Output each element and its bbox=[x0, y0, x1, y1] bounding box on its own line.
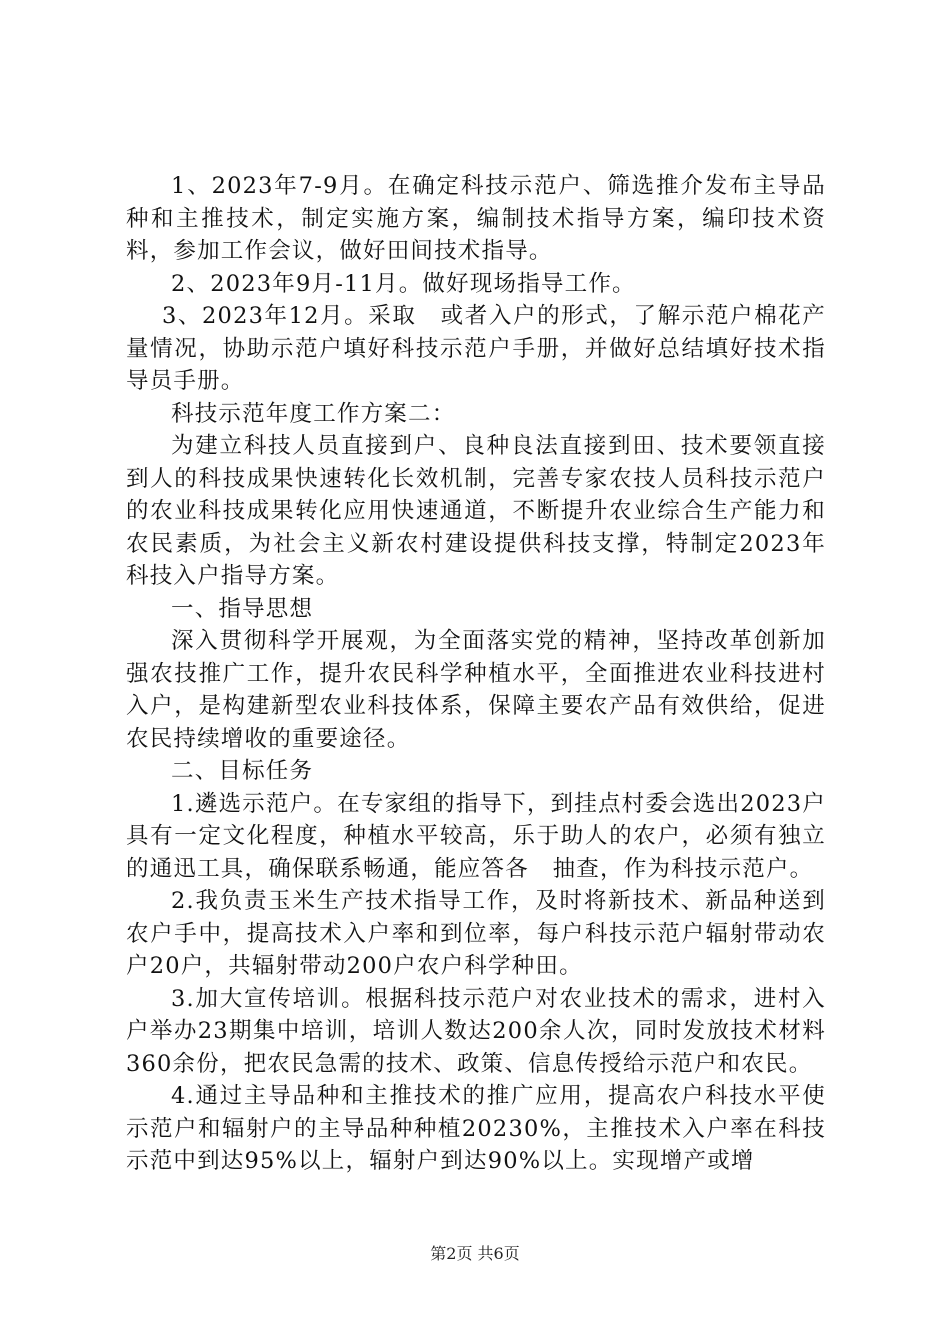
paragraph-schedule-3: 3、2023年12月。采取 或者入户的形式，了解示范户棉花产量情况，协助示范户填好科技示范户手册，并做好总结填好技术指导员手册。 bbox=[126, 303, 826, 394]
section-heading-goals: 二、目标任务 bbox=[171, 758, 314, 784]
paragraph-intro: 为建立科技人员直接到户、良种良法直接到田、技术要领直接到人的科技成果快速转化长效机制，完善专家农技人员科技示范户的农业科技成果转化应用快速通道，不断提升农业综合生产能力和农民素质，为社会主义新农村建设提供科技支撑，特制定2023年科技入户指导方案。 bbox=[126, 433, 826, 589]
paragraph-schedule-1: 1、2023年7-9月。在确定科技示范户、筛选推介发布主导品种和主推技术，制定实施方案，编制技术指导方案，编印技术资料，参加工作会议，做好田间技术指导。 bbox=[126, 173, 826, 264]
paragraph-schedule-2: 2、2023年9月-11月。做好现场指导工作。 bbox=[171, 270, 636, 297]
page-footer: 第2页 共6页 bbox=[430, 1244, 520, 1263]
paragraph-goal-2: 2.我负责玉米生产技术指导工作，及时将新技术、新品种送到农户手中，提高技术入户率和到位率，每户科技示范户辐射带动农户20户，共辐射带动200户农户科学种田。 bbox=[126, 888, 826, 979]
paragraph-goal-4: 4.通过主导品种和主推技术的推广应用，提高农户科技水平使示范户和辐射户的主导品种种植20230%，主推技术入户率在科技示范中到达95%以上，辐射户到达90%以上。实现增产或增 bbox=[126, 1083, 826, 1174]
section-heading-plan-two: 科技示范年度工作方案二： bbox=[171, 400, 456, 427]
paragraph-goal-1: 1.遴选示范户。在专家组的指导下，到挂点村委会选出2023户具有一定文化程度，种植水平较高，乐于助人的农户，必须有独立的通迅工具，确保联系畅通，能应答各 抽查，作为科技示范户。 bbox=[126, 790, 826, 882]
document-body bbox=[126, 170, 826, 1178]
paragraph-guiding-thought: 深入贯彻科学开展观，为全面落实党的精神，坚持改革创新加强农技推广工作，提升农民科学种植水平，全面推进农业科技进村入户，是构建新型农业科技体系，保障主要农产品有效供给，促进农民持续增收的重要途径。 bbox=[126, 628, 826, 752]
paragraph-goal-3: 3.加大宣传培训。根据科技示范户对农业技术的需求，进村入户举办23期集中培训，培训人数达200余人次，同时发放技术材料360余份，把农民急需的技术、政策、信息传授给示范户和农民。 bbox=[126, 985, 826, 1077]
section-heading-guiding-thought: 一、指导思想 bbox=[171, 595, 314, 622]
